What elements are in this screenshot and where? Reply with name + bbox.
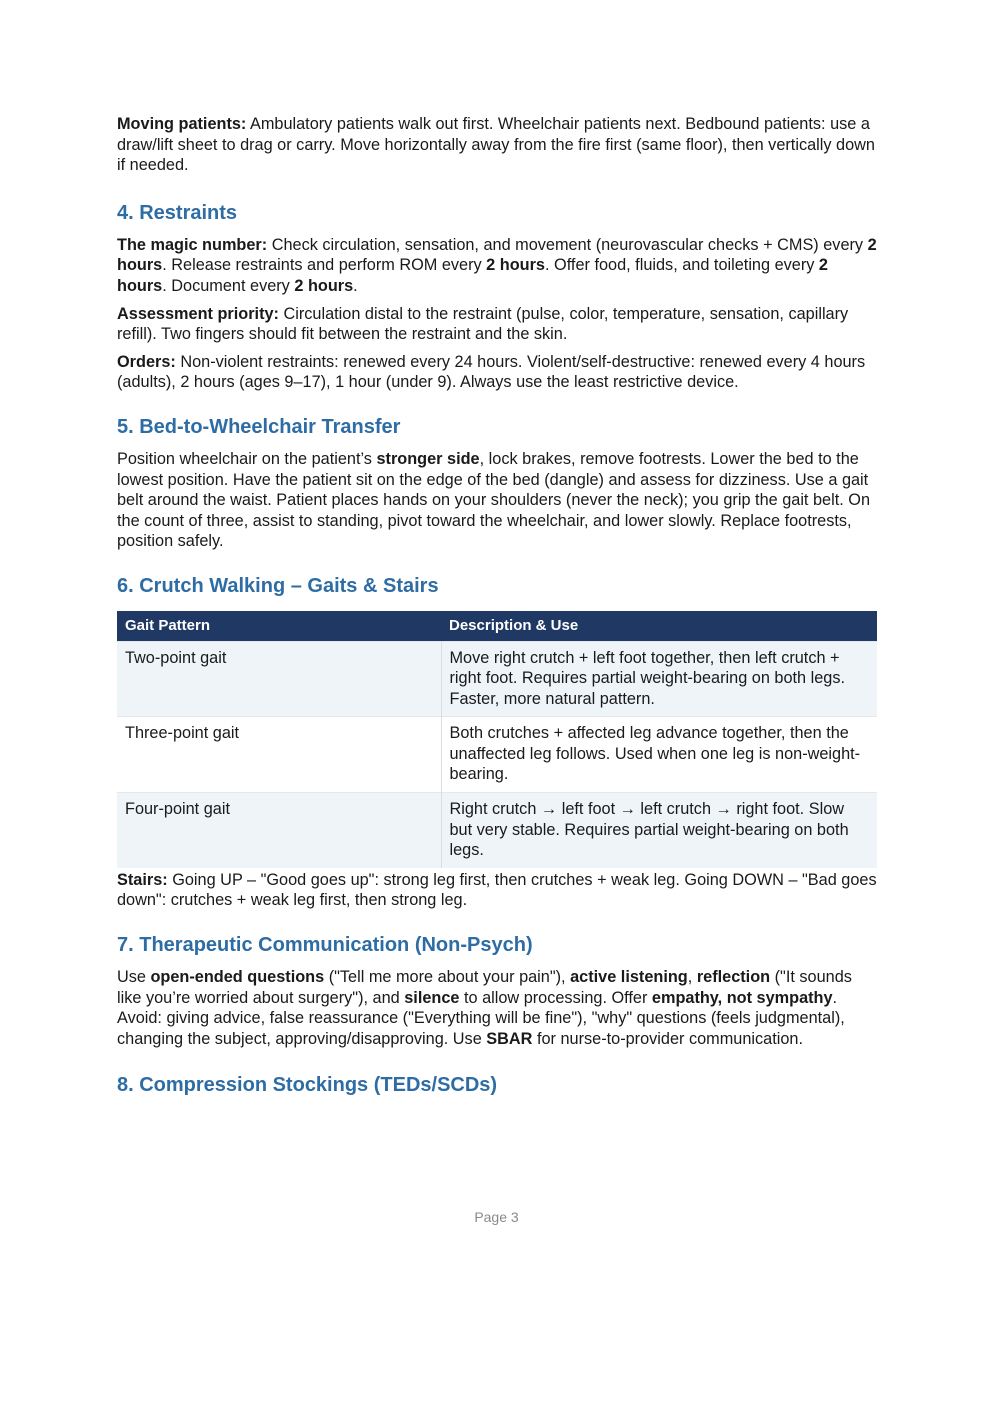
orders-paragraph	[117, 352, 877, 393]
table-row	[117, 641, 877, 717]
gait-name-cell: Four-point gait	[117, 793, 441, 868]
communication-emphasis-1: open-ended questions	[150, 968, 325, 987]
magic-number-text-4: . Document every	[162, 276, 295, 295]
communication-heading: 7. Therapeutic Communication (Non-Psych)	[117, 934, 533, 957]
magic-number-emphasis-3: 2 hours	[117, 256, 828, 295]
table-row	[117, 717, 877, 793]
communication-paragraph	[117, 967, 877, 1049]
magic-number-text-1: Check circulation, sensation, and movement (neurovascular checks + CMS) every	[267, 235, 868, 254]
communication-emphasis-4: silence	[404, 988, 460, 1007]
assessment-priority-text: Circulation distal to the restraint (pulse, color, temperature, sensation, capillary refill). Two fingers should fit between the restraint and the skin.	[117, 304, 849, 344]
stairs-text: Going UP – "Good goes up": strong leg first, then crutches + weak leg. Going DOWN – "Bad goes down": crutches + weak leg first, then strong leg.	[117, 870, 877, 910]
crutch-walking-heading: 6. Crutch Walking – Gaits & Stairs	[117, 574, 439, 597]
magic-number-text-5: .	[353, 276, 358, 295]
restraints-heading: 4. Restraints	[117, 201, 238, 224]
communication-text-5: to allow processing. Offer	[459, 988, 652, 1007]
communication-text-4: ("It sounds like you’re worried about surgery"), and	[117, 968, 852, 1007]
table-row	[117, 793, 877, 868]
gait-name-cell: Two-point gait	[117, 641, 441, 717]
gait-description-cell: Both crutches + affected leg advance together, then the unaffected leg follows. Used when one leg is non-weight-bearing.	[441, 717, 877, 793]
stairs-label: Stairs:	[117, 870, 168, 889]
magic-number-text-3: . Offer food, fluids, and toileting every	[544, 256, 819, 275]
communication-emphasis-5: empathy, not sympathy	[651, 988, 833, 1007]
assessment-priority-paragraph	[117, 304, 877, 345]
table-header-gait-pattern: Gait Pattern	[117, 611, 441, 641]
page-number: Page 3	[474, 1209, 519, 1225]
assessment-priority-label: Assessment priority:	[117, 304, 279, 323]
transfer-emphasis-stronger-side: stronger side	[376, 449, 480, 468]
magic-number-emphasis-4: 2 hours	[294, 276, 354, 295]
communication-text-3: ,	[687, 968, 697, 987]
magic-number-emphasis-1: 2 hours	[117, 235, 877, 275]
transfer-text-1: Position wheelchair on the patient’s	[117, 449, 377, 468]
table-header-description: Description & Use	[441, 611, 877, 641]
communication-text-6: . Avoid: giving advice, false reassurance ("Everything will be fine"), "why" questions (feels judgmental), changing the subject, approving/disapproving. Use	[117, 988, 845, 1048]
transfer-heading: 5. Bed-to-Wheelchair Transfer	[117, 415, 401, 438]
compression-heading: 8. Compression Stockings (TEDs/SCDs)	[117, 1074, 498, 1097]
transfer-text-2: , lock brakes, remove footrests. Lower the bed to the lowest position. Have the patient sit on the edge of the bed (dangle) and assess for dizziness. Use a gait belt around the waist. Patient places hands on your shoulders (never the neck); you grip the gait belt. On the count of three, assist to standing, pivot toward the wheelchair, and lower slowly. Replace footrests, position safely.	[117, 449, 870, 551]
magic-number-label: The magic number:	[117, 235, 268, 254]
gait-name-cell: Three-point gait	[117, 717, 441, 793]
orders-text: Non-violent restraints: renewed every 24 hours. Violent/self-destructive: renewed every 4 hours (adults), 2 hours (ages 9–17), 1 hour (under 9). Always use the least restrictive device.	[117, 352, 866, 392]
communication-text-2: ("Tell me more about your pain"),	[324, 968, 571, 987]
gait-description-cell: Right crutch → left foot → left crutch → right foot. Slow but very stable. Requires partial weight-bearing on both legs.	[441, 793, 877, 868]
gait-pattern-table	[117, 611, 877, 868]
transfer-paragraph	[117, 449, 877, 552]
document-page	[117, 114, 877, 1097]
communication-emphasis-3: reflection	[696, 968, 771, 987]
communication-text-7: for nurse-to-provider communication.	[532, 1029, 803, 1048]
communication-text-1: Use	[117, 968, 151, 987]
moving-patients-paragraph	[117, 114, 877, 176]
communication-emphasis-6: SBAR	[486, 1029, 533, 1048]
moving-patients-text: Ambulatory patients walk out first. Wheelchair patients next. Bedbound patients: use a draw/lift sheet to drag or carry. Move horizontally away from the fire first (same floor), then vertically down if needed.	[117, 115, 875, 175]
communication-emphasis-2: active listening	[570, 968, 688, 987]
magic-number-paragraph	[117, 235, 877, 297]
magic-number-text-2: . Release restraints and perform ROM every	[162, 256, 487, 275]
moving-patients-label: Moving patients:	[117, 115, 247, 133]
table-header-row	[117, 611, 877, 641]
orders-label: Orders:	[117, 352, 176, 371]
magic-number-emphasis-2: 2 hours	[486, 256, 545, 275]
stairs-paragraph	[117, 870, 877, 911]
gait-description-cell: Move right crutch + left foot together, then left crutch + right foot. Requires partial weight-bearing on both legs. Faster, more natural pattern.	[441, 641, 877, 717]
